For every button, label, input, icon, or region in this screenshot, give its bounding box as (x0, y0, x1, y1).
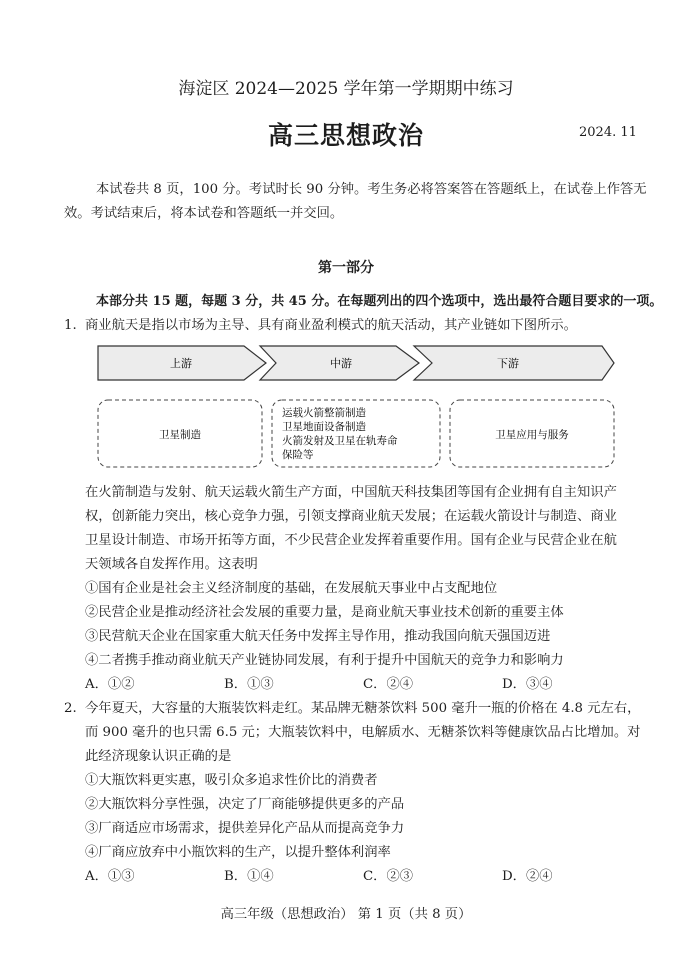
question-1-options (85, 675, 641, 695)
question-2-statement-2: ②大瓶饮料分享性强，决定了厂商能够提供更多的产品 (85, 797, 405, 812)
industry-chain-svg (96, 340, 616, 472)
question-2-statement-4: ④厂商应放弃中小瓶饮料的生产，以提升整体利润率 (85, 845, 391, 860)
question-2-stem-line-2: 而 900 毫升的也只需 6.5 元；大瓶装饮料中，电解质水、无糖茶饮料等健康饮品占比增加。对 (85, 725, 641, 740)
box-midstream-line-2: 卫星地面设备制造 (282, 421, 366, 433)
question-2-stem-line-1: 今年夏天，大容量的大瓶装饮料走红。某品牌无糖茶饮料 500 毫升一瓶的价格在 4.8 元左右， (85, 701, 641, 716)
exam-date: 2024. 11 (579, 125, 637, 140)
instructions-line-2: 效。考试结束后，将本试卷和答题纸一并交回。 (64, 206, 344, 221)
question-1-option-c[interactable]: C．②④ (363, 677, 414, 692)
instructions-line-1: 本试卷共 8 页，100 分。考试时长 90 分钟。考生务必将答案答在答题纸上，在试卷上作答无 (96, 182, 647, 197)
stage-label-downstream: 下游 (497, 357, 519, 370)
question-2-option-c[interactable]: C．②③ (363, 869, 414, 884)
question-1-stem: 商业航天是指以市场为主导、具有商业盈利模式的航天活动，其产业链如下图所示。 (85, 318, 577, 333)
question-2-option-d[interactable]: D．②④ (502, 869, 553, 884)
section-title: 第一部分 (318, 260, 374, 276)
question-1-body-line-2: 权，创新能力突出，核心竞争力强，引领支撑商业航天发展；在运载火箭设计与制造、商业 (85, 509, 617, 524)
question-2-options (85, 867, 641, 887)
question-1-option-b[interactable]: B．①③ (224, 677, 274, 692)
stage-label-upstream: 上游 (170, 357, 192, 370)
question-2-statement-1: ①大瓶饮料更实惠，吸引众多追求性价比的消费者 (85, 773, 378, 788)
question-1-body-line-4: 天领域各自发挥作用。这表明 (85, 557, 258, 572)
question-2-option-a[interactable]: A．①③ (85, 869, 135, 884)
subject-title: 高三思想政治 (267, 121, 424, 150)
question-2-number: 2. (64, 701, 77, 716)
question-1-statement-3: ③民营航天企业在国家重大航天任务中发挥主导作用，推动我国向航天强国迈进 (85, 629, 551, 644)
question-1-number: 1. (64, 318, 77, 333)
question-1-option-d[interactable]: D．③④ (502, 677, 553, 692)
box-midstream-line-1: 运载火箭整箭制造 (282, 407, 366, 419)
question-1-body-line-3: 卫星设计制造、市场开拓等方面，不少民营企业发挥着重要作用。国有企业与民营企业在航 (85, 533, 617, 548)
box-downstream-text: 卫星应用与服务 (495, 429, 569, 441)
page-footer: 高三年级（思想政治） 第 1 页（共 8 页） (220, 907, 472, 922)
box-upstream-text: 卫星制造 (159, 429, 201, 441)
question-2-statement-3: ③厂商适应市场需求，提供差异化产品从而提高竞争力 (85, 821, 405, 836)
stage-label-midstream: 中游 (330, 357, 352, 370)
question-2-stem-line-3: 此经济现象认识正确的是 (85, 749, 232, 764)
box-midstream-line-3: 火箭发射及卫星在轨寿命 (282, 435, 398, 447)
question-1-statement-4: ④二者携手推动商业航天产业链协同发展，有利于提升中国航天的竞争力和影响力 (85, 653, 564, 668)
question-2-option-b[interactable]: B．①④ (224, 869, 274, 884)
question-1-option-a[interactable]: A．①② (85, 677, 135, 692)
box-midstream-line-4: 保险等 (282, 449, 314, 461)
industry-chain-diagram (96, 340, 616, 472)
question-1-statement-1: ①国有企业是社会主义经济制度的基础，在发展航天事业中占支配地位 (85, 581, 498, 596)
exam-title: 海淀区 2024—2025 学年第一学期期中练习 (178, 79, 514, 99)
question-1-body-line-1: 在火箭制造与发射、航天运载火箭生产方面，中国航天科技集团等国有企业拥有自主知识产 (85, 485, 617, 500)
question-1-statement-2: ②民营企业是推动经济社会发展的重要力量，是商业航天事业技术创新的重要主体 (85, 605, 564, 620)
section-intro: 本部分共 15 题，每题 3 分，共 45 分。在每题列出的四个选项中，选出最符合题目要求的一项。 (96, 294, 663, 309)
